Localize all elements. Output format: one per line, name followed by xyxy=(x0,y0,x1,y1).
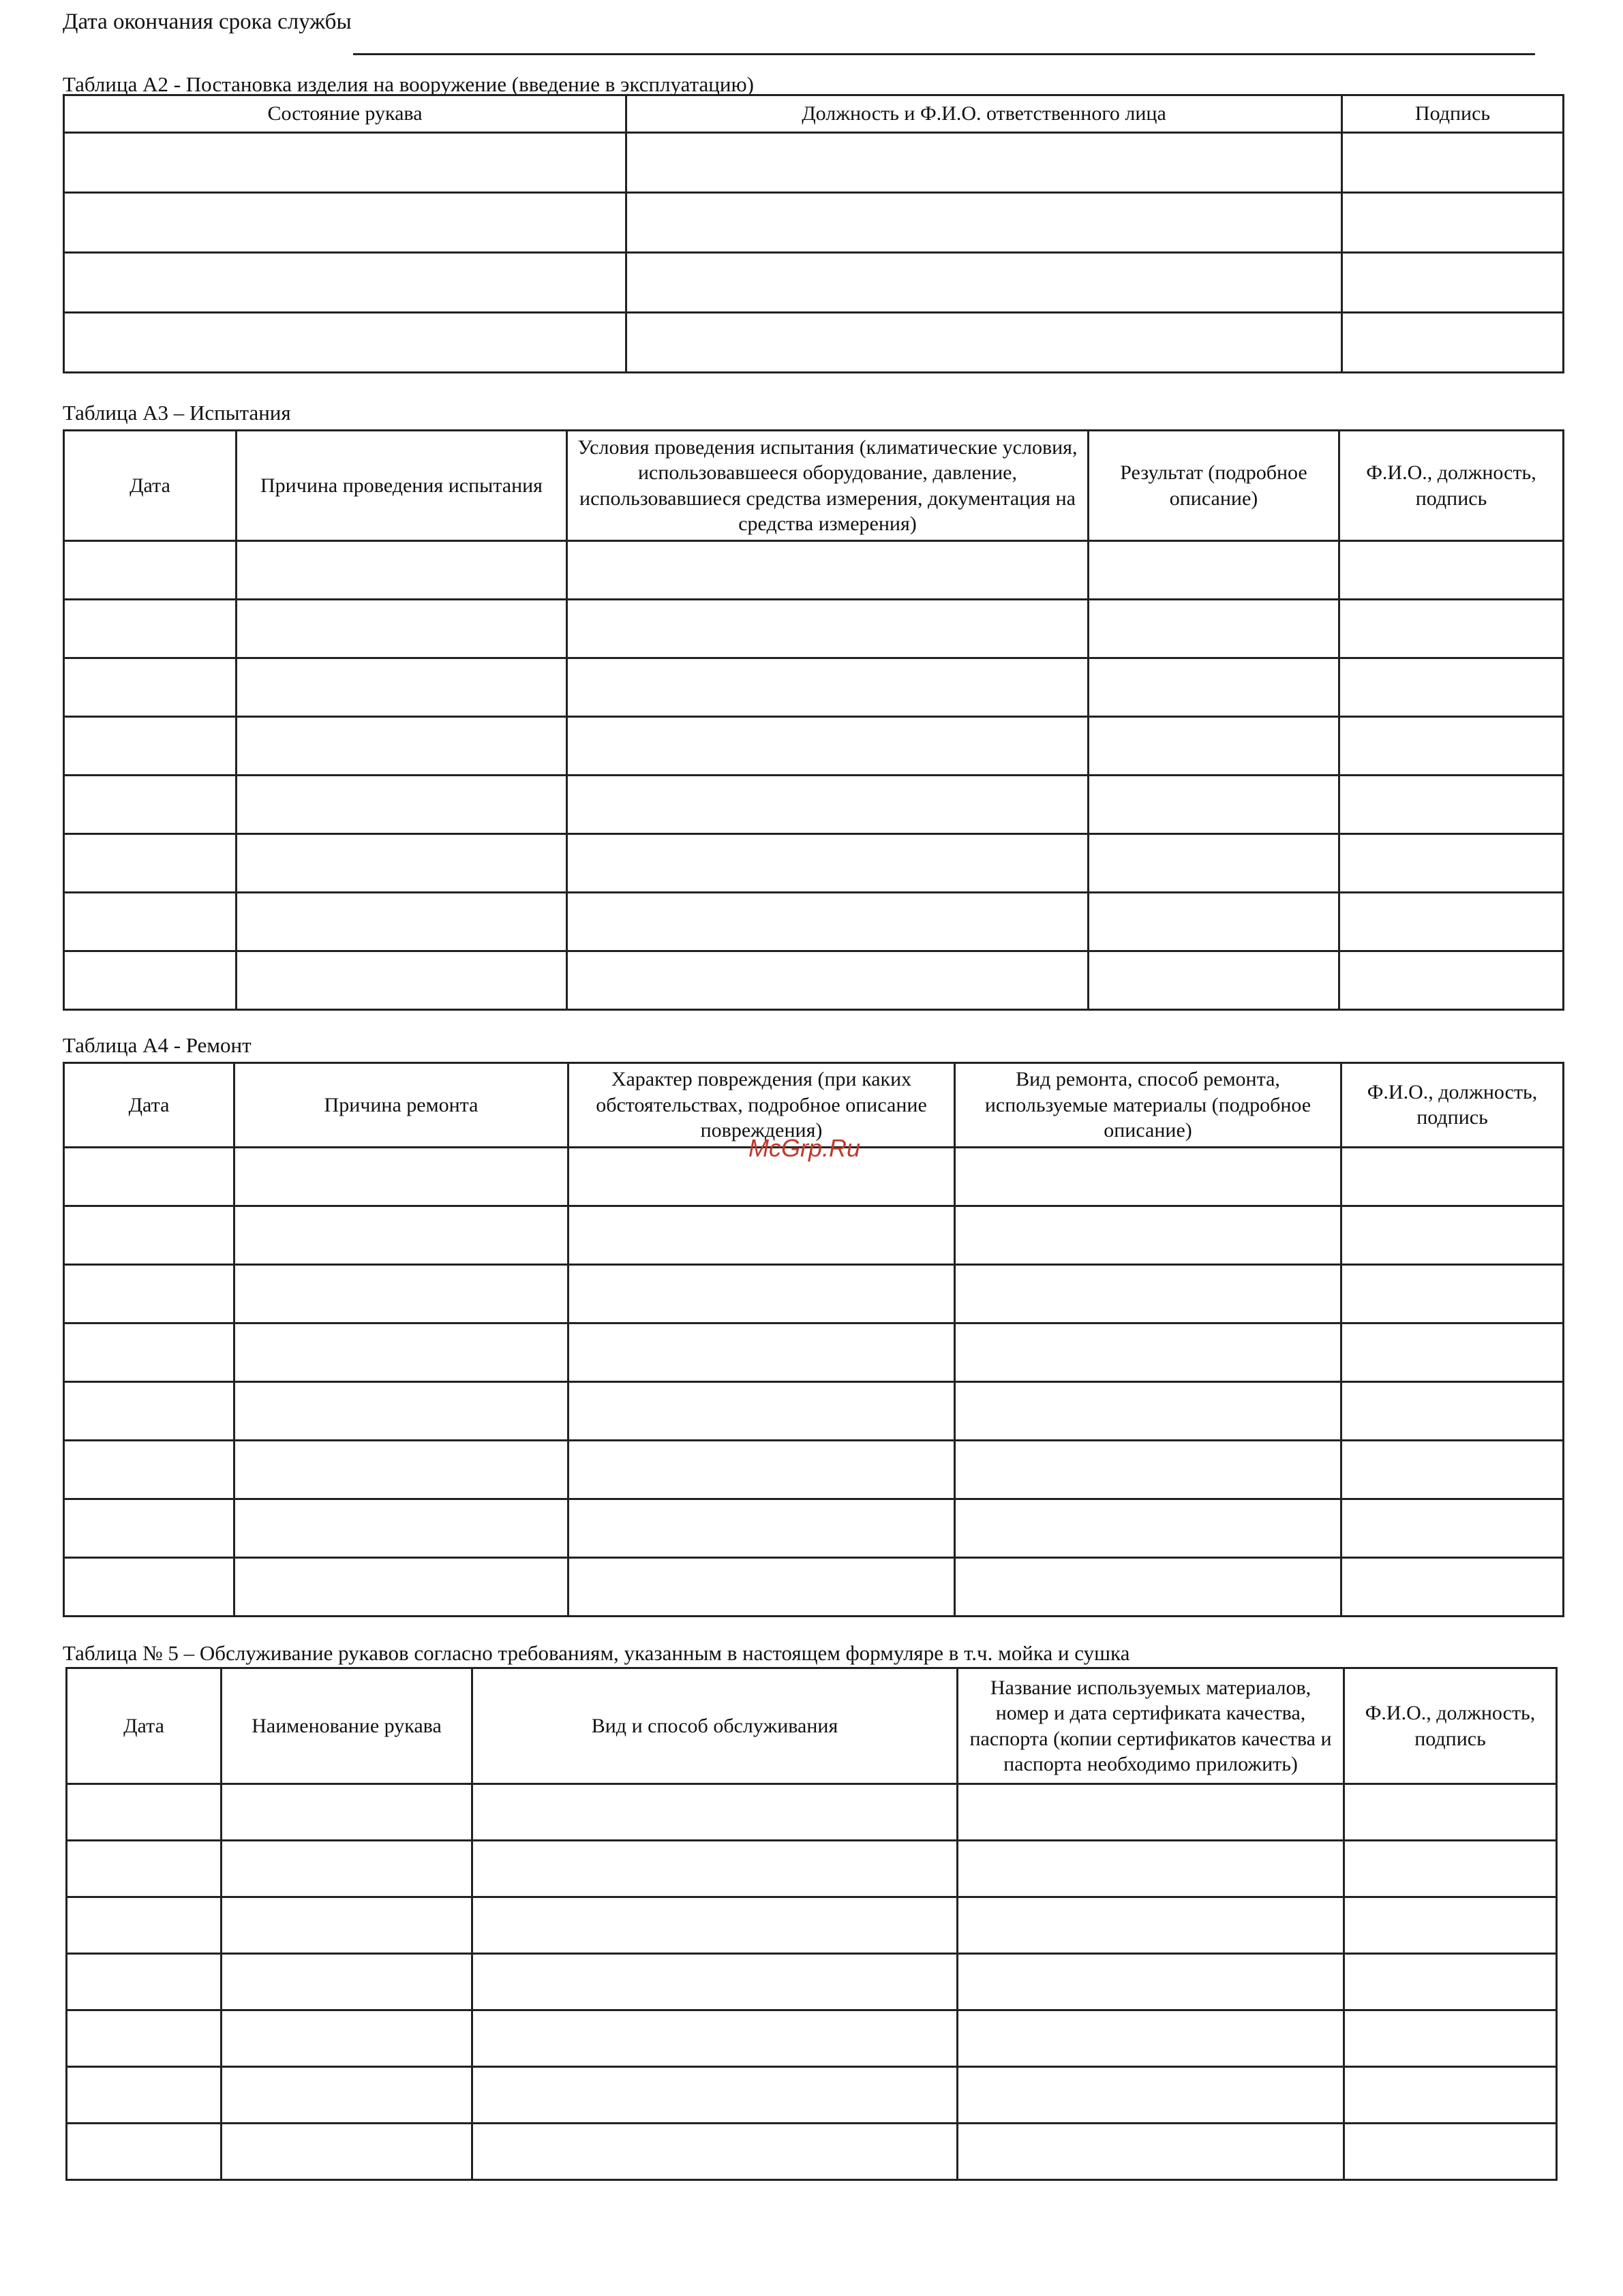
table-row xyxy=(64,1264,1564,1323)
column-header: Ф.И.О., должность, подпись xyxy=(1344,1668,1557,1784)
table-cell[interactable] xyxy=(955,1323,1341,1381)
table-cell[interactable] xyxy=(64,893,237,951)
table-a4-caption: Таблица А4 - Ремонт xyxy=(63,1033,252,1057)
table-cell[interactable] xyxy=(955,1499,1341,1557)
table-cell[interactable] xyxy=(222,1784,472,1841)
table-cell[interactable] xyxy=(1089,893,1339,951)
table-cell[interactable] xyxy=(568,1323,955,1381)
watermark: McGrp.Ru xyxy=(748,1134,861,1162)
table-cell[interactable] xyxy=(568,1206,955,1264)
table-cell[interactable] xyxy=(237,834,567,893)
table-cell[interactable] xyxy=(1339,951,1564,1010)
table-row xyxy=(64,1381,1564,1440)
table-cell[interactable] xyxy=(568,1264,955,1323)
table-cell[interactable] xyxy=(626,313,1342,373)
table-cell[interactable] xyxy=(472,1897,958,1954)
table-cell[interactable] xyxy=(64,1206,234,1264)
table-cell[interactable] xyxy=(567,717,1089,776)
table-cell[interactable] xyxy=(234,1264,568,1323)
table-cell[interactable] xyxy=(472,2124,958,2180)
table-cell[interactable] xyxy=(626,253,1342,313)
table-cell[interactable] xyxy=(237,600,567,658)
table-cell[interactable] xyxy=(567,951,1089,1010)
table-row xyxy=(64,893,1564,951)
table-row xyxy=(67,2124,1557,2180)
table-cell[interactable] xyxy=(67,1841,222,1897)
table-cell[interactable] xyxy=(64,1264,234,1323)
column-header: Результат (подробное описание) xyxy=(1089,431,1339,541)
table-row xyxy=(64,834,1564,893)
table-row xyxy=(64,1440,1564,1499)
table-cell[interactable] xyxy=(626,193,1342,253)
table-cell[interactable] xyxy=(237,541,567,600)
column-header: Наименование рукава xyxy=(222,1668,472,1784)
table-cell[interactable] xyxy=(955,1381,1341,1440)
table-cell[interactable] xyxy=(64,717,237,776)
table-cell[interactable] xyxy=(1344,1784,1557,1841)
table-cell[interactable] xyxy=(234,1147,568,1206)
table-cell[interactable] xyxy=(1342,193,1564,253)
table-cell[interactable] xyxy=(64,541,237,600)
table-cell[interactable] xyxy=(568,1557,955,1616)
table-cell[interactable] xyxy=(64,253,626,313)
column-header: Дата xyxy=(64,431,237,541)
table-cell[interactable] xyxy=(958,2010,1344,2067)
column-header: Характер повреждения (при каких обстоятельствах, подробное описание повреждения) xyxy=(568,1063,955,1148)
table-cell[interactable] xyxy=(64,1440,234,1499)
table-cell[interactable] xyxy=(1341,1147,1564,1206)
table-row xyxy=(67,1954,1557,2010)
table-cell[interactable] xyxy=(1341,1557,1564,1616)
table-cell[interactable] xyxy=(222,1897,472,1954)
table-row xyxy=(64,776,1564,834)
table-cell[interactable] xyxy=(472,1841,958,1897)
table-cell[interactable] xyxy=(567,600,1089,658)
table-cell[interactable] xyxy=(1341,1206,1564,1264)
table-cell[interactable] xyxy=(1342,133,1564,193)
table-cell[interactable] xyxy=(64,658,237,717)
column-header: Ф.И.О., должность, подпись xyxy=(1341,1063,1564,1148)
table-row xyxy=(64,193,1564,253)
table-cell[interactable] xyxy=(955,1557,1341,1616)
table-cell[interactable] xyxy=(1342,313,1564,373)
table-cell[interactable] xyxy=(237,658,567,717)
table-cell[interactable] xyxy=(237,717,567,776)
table-cell[interactable] xyxy=(67,2010,222,2067)
table-row xyxy=(64,658,1564,717)
table-cell[interactable] xyxy=(567,776,1089,834)
header-row xyxy=(67,1668,1557,1784)
table-cell[interactable] xyxy=(626,133,1342,193)
table-cell[interactable] xyxy=(472,2067,958,2124)
table-row xyxy=(67,1897,1557,1954)
header-row xyxy=(64,431,1564,541)
table-cell[interactable] xyxy=(1339,717,1564,776)
table-cell[interactable] xyxy=(234,1323,568,1381)
table-cell[interactable] xyxy=(67,1897,222,1954)
table-cell[interactable] xyxy=(1089,776,1339,834)
table-cell[interactable] xyxy=(955,1440,1341,1499)
table-cell[interactable] xyxy=(568,1499,955,1557)
table-cell[interactable] xyxy=(958,2124,1344,2180)
column-header: Условия проведения испытания (климатические условия, использовавшееся оборудование, давление, использовавшиеся средства измерения, документация на средства измерения) xyxy=(567,431,1089,541)
table-row xyxy=(64,717,1564,776)
table-cell[interactable] xyxy=(1344,2124,1557,2180)
table-row xyxy=(64,133,1564,193)
table-cell[interactable] xyxy=(472,1784,958,1841)
table-cell[interactable] xyxy=(955,1264,1341,1323)
table-cell[interactable] xyxy=(567,893,1089,951)
table-cell[interactable] xyxy=(1341,1499,1564,1557)
table-cell[interactable] xyxy=(222,2124,472,2180)
table-cell[interactable] xyxy=(958,1784,1344,1841)
table-cell[interactable] xyxy=(64,1381,234,1440)
column-header: Название используемых материалов, номер и дата сертификата качества, паспорта (копии сертификатов качества и паспорта необходимо приложить) xyxy=(958,1668,1344,1784)
table-cell[interactable] xyxy=(64,193,626,253)
table-cell[interactable] xyxy=(958,1897,1344,1954)
table-row xyxy=(64,1323,1564,1381)
table-a3 xyxy=(63,429,1564,1011)
table-cell[interactable] xyxy=(234,1557,568,1616)
table-cell[interactable] xyxy=(567,658,1089,717)
table-cell[interactable] xyxy=(1339,776,1564,834)
table-cell[interactable] xyxy=(955,1206,1341,1264)
table-cell[interactable] xyxy=(64,1147,234,1206)
table-cell[interactable] xyxy=(64,1323,234,1381)
table-cell[interactable] xyxy=(1344,1954,1557,2010)
table-a2-caption: Таблица А2 - Постановка изделия на вооружение (введение в эксплуатацию) xyxy=(63,72,754,96)
table-row xyxy=(64,1206,1564,1264)
table-cell[interactable] xyxy=(67,2067,222,2124)
table-cell[interactable] xyxy=(1339,658,1564,717)
table-cell[interactable] xyxy=(234,1381,568,1440)
table-cell[interactable] xyxy=(1339,834,1564,893)
table-cell[interactable] xyxy=(222,2067,472,2124)
table-cell[interactable] xyxy=(1344,2010,1557,2067)
table-cell[interactable] xyxy=(234,1206,568,1264)
table-cell[interactable] xyxy=(958,2067,1344,2124)
table-cell[interactable] xyxy=(1341,1381,1564,1440)
table-cell[interactable] xyxy=(1339,541,1564,600)
table-cell[interactable] xyxy=(1344,1841,1557,1897)
table-row xyxy=(67,1841,1557,1897)
table-cell[interactable] xyxy=(1089,658,1339,717)
table-cell[interactable] xyxy=(1089,600,1339,658)
table-cell[interactable] xyxy=(64,600,237,658)
service-end-label: Дата окончания срока службы xyxy=(63,10,352,34)
table-cell[interactable] xyxy=(958,1954,1344,2010)
table-cell[interactable] xyxy=(64,834,237,893)
table-cell[interactable] xyxy=(472,2010,958,2067)
table-cell[interactable] xyxy=(567,541,1089,600)
column-header: Причина проведения испытания xyxy=(237,431,567,541)
table-cell[interactable] xyxy=(1344,2067,1557,2124)
table-cell[interactable] xyxy=(958,1841,1344,1897)
table-cell[interactable] xyxy=(67,1954,222,2010)
column-header: Вид ремонта, способ ремонта, используемые материалы (подробное описание) xyxy=(955,1063,1341,1148)
table-cell[interactable] xyxy=(64,776,237,834)
table-a2 xyxy=(63,94,1564,373)
table-cell[interactable] xyxy=(222,1841,472,1897)
table-cell[interactable] xyxy=(567,834,1089,893)
column-header: Дата xyxy=(67,1668,222,1784)
table-cell[interactable] xyxy=(1341,1264,1564,1323)
table-cell[interactable] xyxy=(234,1440,568,1499)
table-cell[interactable] xyxy=(67,1784,222,1841)
table-cell[interactable] xyxy=(568,1440,955,1499)
table-cell[interactable] xyxy=(1341,1323,1564,1381)
table-row xyxy=(64,600,1564,658)
table-row xyxy=(64,253,1564,313)
table-cell[interactable] xyxy=(472,1954,958,2010)
table-cell[interactable] xyxy=(237,893,567,951)
service-end-field[interactable] xyxy=(353,53,1535,55)
table-cell[interactable] xyxy=(955,1147,1341,1206)
column-header: Вид и способ обслуживания xyxy=(472,1668,958,1784)
column-header: Подпись xyxy=(1342,95,1564,133)
table-cell[interactable] xyxy=(64,133,626,193)
column-header: Должность и Ф.И.О. ответственного лица xyxy=(626,95,1342,133)
table-row xyxy=(67,2067,1557,2124)
table-row xyxy=(64,313,1564,373)
table-cell[interactable] xyxy=(222,1954,472,2010)
table-cell[interactable] xyxy=(1089,951,1339,1010)
table-cell[interactable] xyxy=(568,1381,955,1440)
table-cell[interactable] xyxy=(1341,1440,1564,1499)
table-cell[interactable] xyxy=(1342,253,1564,313)
table-5 xyxy=(65,1667,1558,2181)
table-cell[interactable] xyxy=(1089,541,1339,600)
table-row xyxy=(64,1499,1564,1557)
table-a3-caption: Таблица А3 – Испытания xyxy=(63,401,291,425)
table-cell[interactable] xyxy=(1089,717,1339,776)
header-row xyxy=(64,95,1564,133)
table-cell[interactable] xyxy=(64,951,237,1010)
column-header: Ф.И.О., должность, подпись xyxy=(1339,431,1564,541)
table-cell[interactable] xyxy=(1339,600,1564,658)
table-row xyxy=(67,1784,1557,1841)
table-cell[interactable] xyxy=(1089,834,1339,893)
table-cell[interactable] xyxy=(1339,893,1564,951)
table-cell[interactable] xyxy=(237,776,567,834)
table-cell[interactable] xyxy=(64,1557,234,1616)
table-cell[interactable] xyxy=(64,313,626,373)
table-5-caption: Таблица № 5 – Обслуживание рукавов согласно требованиям, указанным в настоящем формуляре в т.ч. мойка и сушка xyxy=(63,1641,1130,1665)
table-cell[interactable] xyxy=(237,951,567,1010)
table-row xyxy=(67,2010,1557,2067)
table-cell[interactable] xyxy=(234,1499,568,1557)
table-row xyxy=(64,951,1564,1010)
table-row xyxy=(64,1557,1564,1616)
table-cell[interactable] xyxy=(1344,1897,1557,1954)
table-row xyxy=(64,541,1564,600)
table-cell[interactable] xyxy=(64,1499,234,1557)
column-header: Причина ремонта xyxy=(234,1063,568,1148)
table-cell[interactable] xyxy=(67,2124,222,2180)
column-header: Состояние рукава xyxy=(64,95,626,133)
column-header: Дата xyxy=(64,1063,234,1148)
table-cell[interactable] xyxy=(222,2010,472,2067)
